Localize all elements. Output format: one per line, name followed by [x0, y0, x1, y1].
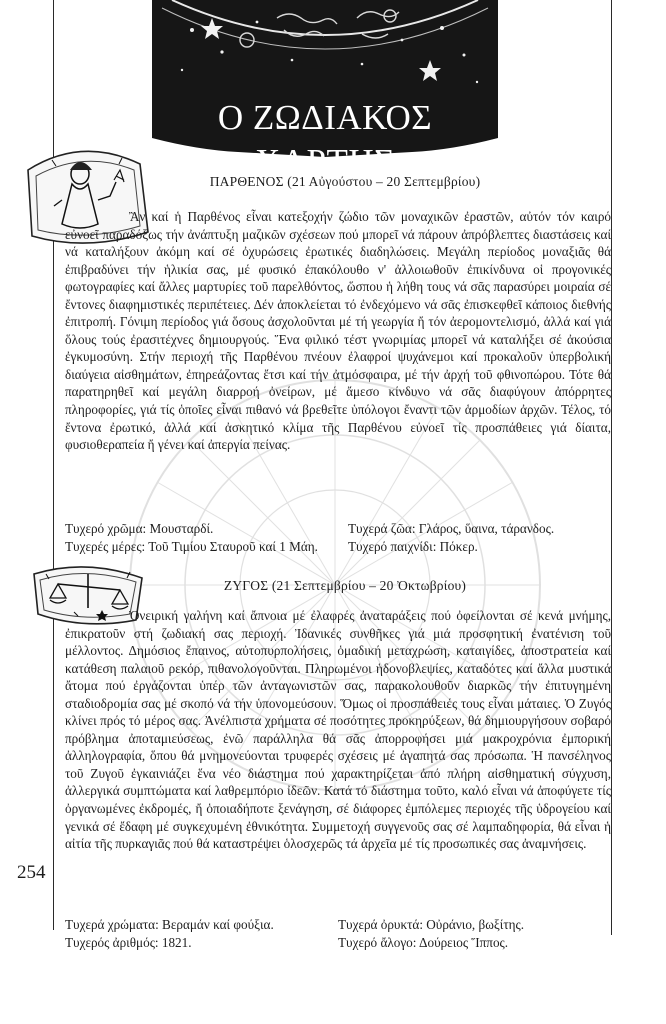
libra-lucky-number: Τυχερός ἀριθμός: 1821. [65, 935, 192, 950]
virgo-lucky-game: Τυχερό παιχνίδι: Πόκερ. [348, 539, 478, 554]
libra-paragraph: Ὀνειρική γαλήνη καί ἄπνοια μέ ἐλαφρές ἀναταράξεις πού ὀφείλονται σέ κενά μνήμης, ἐπικρατοῦν στή ζωδιακή σας περιοχή. Ἰδανικές συνθῆκες γιά μιά προσφητική ἐνατένιση τοῦ μέλλοντος. Δημόσιος ἔπαινος, αὐτοπυρπολήσεις, ὁμαδική μεταχρώση, καταιγίδες, ἀποστρατεία καί κατάθεση παλαιοῦ ρεκόρ, πιθανολογοῦνται. Πληρωμένοι ἡδονοβλεψίες, καταδότες καί ἄλλα μυστικά ἄτομα πού ἐργάζονται ὑπέρ τῶν ἀνταγωνιστῶν σας, παρακολουθοῦν διαρκῶς τήν ἐπιτυγημένη σταδιοδρομία σας μέ σκοπό νά τήν ὑπονομεύσουν. Ὅμως οἱ προσπάθειές τους εἶναι μάταιες. Ὁ Ζυγός κλίνει πρός τό μέρος σας. Ἀνέλπιστα χρήματα σέ ποσότητες προκηρύξεων, θά δημιουργήσουν σοβαρό πρόβλημα ἀποταμιεύσεως, ἐνῶ παράλληλα θά σᾶς ἀπορροφήσει μιά μακροχρόνια ἐμπορική ἀλληλογραφία, ὅπου θά μνημονεύονται τρυφερές σχέσεις μέ ἀγαπητά σας πρόσωπα. Ἡ πανσέληνος τοῦ Ζυγοῦ ἐγκαινιάζει ἕνα νέο διάστημα πού χαρακτηρίζεται ἀπό πλήρη αἰσθηματική σύγχυση, ἀλλεργικά συμπτώματα καί λαθρεμπόριο ἰδεῶν. Κατά τό διάστημα τοῦτο, καλό εἶναι νά ἀποφύγετε τίς ὀργανωμένες ἐκδρομές, ἤ ὁποιαδήποτε ξενάγηση, σέ διάφορες ἐμπόλεμες περιοχές τῆς ὑδρογείου καί γενικά σέ ἔδαφη μέ συγκεχυμένη ἐθνικότητα. Συμμετοχή συγγενοῦς σας σέ λαμπαδηφορία, θά εἶναι ἡ αἰτία τῆς πυρκαγιᾶς πού θά καταστρέψει ὁλοσχερῶς τά ἀρχεῖα μέ τίς προσωπικές σας ἀναμνήσεις. [65, 608, 611, 852]
libra-lucky-minerals: Τυχερά ὀρυκτά: Οὐράνιο, βωξίτης. [338, 917, 525, 932]
virgo-heading: ΠΑΡΘΕΝΟΣ (21 Αὐγούστου – 20 Σεπτεμβρίου) [209, 174, 481, 189]
page-number: 254 [17, 862, 46, 883]
zodiac-banner [152, 0, 498, 181]
libra-lucky-horse: Τυχερό ἄλογο: Δούρειος Ἵππος. [338, 935, 509, 950]
virgo-body [65, 208, 611, 454]
virgo-lucky-colors: Τυχερό χρῶμα: Μουσταρδί. [65, 521, 214, 536]
libra-lucky-colors: Τυχερά χρώματα: Βεραμάν καί φούξια. [65, 917, 274, 932]
libra-heading: ΖΥΓΟΣ (21 Σεπτεμβρίου – 20 Ὀκτωβρίου) [223, 578, 467, 593]
virgo-lucky-days: Τυχερές μέρες: Τοῦ Τιμίου Σταυροῦ καί 1 Μάη. [65, 539, 318, 554]
libra-body [65, 607, 611, 853]
virgo-paragraph: Ἂν καί ἡ Παρθένος εἶναι κατεξοχήν ζώδιο τῶν μοναχικῶν ἐραστῶν, αὐτόν τόν καιρό εὐνοεῖ παραδόξως τήν ἀνάπτυξη μαζικῶν σχέσεων πού μπορεῖ νά πάρουν ἀπρόβλεπτες διαστάσεις καί νά καταλήξουν ἀκόμη καί σέ ὀχυρώσεις ἐρωτικές διαδηλώσεις. Μεγάλη περίοδος μοναξιᾶς θά ἐπιβραδύνει τήν ἡλικία σας, μέ φυσικό ἐπακόλουθο ν' ἀλλοιωθοῦν ἐπικίνδυνα οἱ προγονικές φωτογραφίες καί ἄλλες μαρτυρίες τοῦ παρελθόντος, ὥσπου ἡ λήθη τους νά σᾶς παρασύρει μοιραία σέ ἔντονες διαφημιστικές περιπέτειες. Δέν ἀποκλείεται τό ἐνδεχόμενο νά σᾶς ἐπισκεφθεῖ κάποιος διεθνής ἐπιτροπή. Γόνιμη περίοδος γιά ὅσους ἀσχολοῦνται μέ τή γεωργία ἤ τόν ἀερομοντελισμό, ἀλλά καί γιά ὅλους τούς ἐρασιτέχνες δημιουργούς. Ἕνα φιλικό τέστ γνωριμίας μπορεῖ νά καταλήξει σέ ἀκούσια ἐγκυμοσύνη. Στήν περιοχή τῆς Παρθένου πνέουν ἐλαφροί ψυχάνεμοι καί προκαλοῦν ὑπερβολική διαύγεια αἰσθημάτων, ἐπηρεάζοντας ἔτσι καί τήν ἀτμόσφαιρα, μέ τήν ἀρχή τοῦ φθινοπώρου. Τότε θά παρατηρηθεῖ καί μεγάλη διαρροή ὀνείρων, μέ ἄμεσο κίνδυνο νά σᾶς διαφύγουν ἀπόρρητες πληροφορίες, γιά τίς ὁποῖες εἶναι πιθανό νά βρεθεῖτε ὑπόλογοι ἔναντι τῶν ἁρμοδίων ἀρχῶν. Τέλος, τό ἔντονα ἐρωτικό, ἀλλά καί ἀσκητικό κλίμα τῆς Παρθένου εὐνοεῖ τίς προσπάθειες γιά δίαιτα, φυσιοθεραπεία ἤ γένει καί ἀπεργία πείνας. [65, 209, 611, 453]
page-title: Ο ΖΩΔΙΑΚΟΣ ΧΑΡΤΗΣ [217, 98, 433, 181]
page-frame-right [611, 0, 612, 935]
virgo-lucky-animals: Τυχερά ζῶα: Γλάρος, ὕαινα, τάρανδος. [348, 521, 555, 536]
